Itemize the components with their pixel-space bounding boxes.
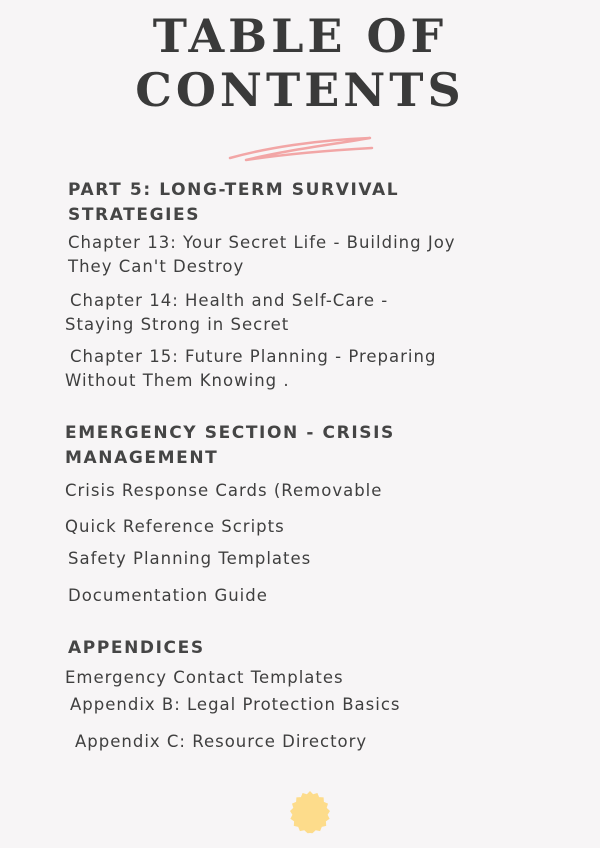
section-heading-part5-line-2: STRATEGIES	[68, 205, 201, 225]
toc-entry-chapter-15-line-2[interactable]: Without Them Knowing .	[65, 371, 290, 390]
toc-entry-appendix-b[interactable]: Appendix B: Legal Protection Basics	[70, 695, 401, 714]
section-heading-appendices: APPENDICES	[68, 638, 205, 658]
toc-entry-chapter-15-line-1[interactable]: Chapter 15: Future Planning - Preparing	[70, 347, 437, 366]
toc-entry-chapter-13-line-2[interactable]: They Can't Destroy	[68, 257, 245, 276]
toc-entry-documentation-guide[interactable]: Documentation Guide	[68, 586, 268, 605]
seal-badge-icon	[285, 787, 335, 837]
section-heading-part5-line-1: PART 5: LONG-TERM SURVIVAL	[68, 180, 400, 200]
toc-entry-safety-planning-templates[interactable]: Safety Planning Templates	[68, 549, 312, 568]
section-heading-emergency-line-2: MANAGEMENT	[65, 448, 219, 468]
page-title-line-1: TABLE OF	[152, 9, 448, 63]
toc-entry-crisis-response-cards[interactable]: Crisis Response Cards (Removable	[65, 481, 383, 500]
toc-entry-emergency-contact-templates[interactable]: Emergency Contact Templates	[65, 668, 344, 687]
section-heading-emergency-line-1: EMERGENCY SECTION - CRISIS	[65, 423, 395, 443]
squiggle-divider-icon	[226, 130, 376, 170]
toc-entry-chapter-14-line-2[interactable]: Staying Strong in Secret	[65, 315, 290, 334]
toc-entry-appendix-c[interactable]: Appendix C: Resource Directory	[75, 732, 368, 751]
page-title-line-2: CONTENTS	[135, 63, 465, 117]
toc-entry-chapter-13-line-1[interactable]: Chapter 13: Your Secret Life - Building Joy	[68, 233, 456, 252]
toc-entry-chapter-14-line-1[interactable]: Chapter 14: Health and Self-Care -	[70, 291, 389, 310]
toc-entry-quick-reference-scripts[interactable]: Quick Reference Scripts	[65, 517, 285, 536]
